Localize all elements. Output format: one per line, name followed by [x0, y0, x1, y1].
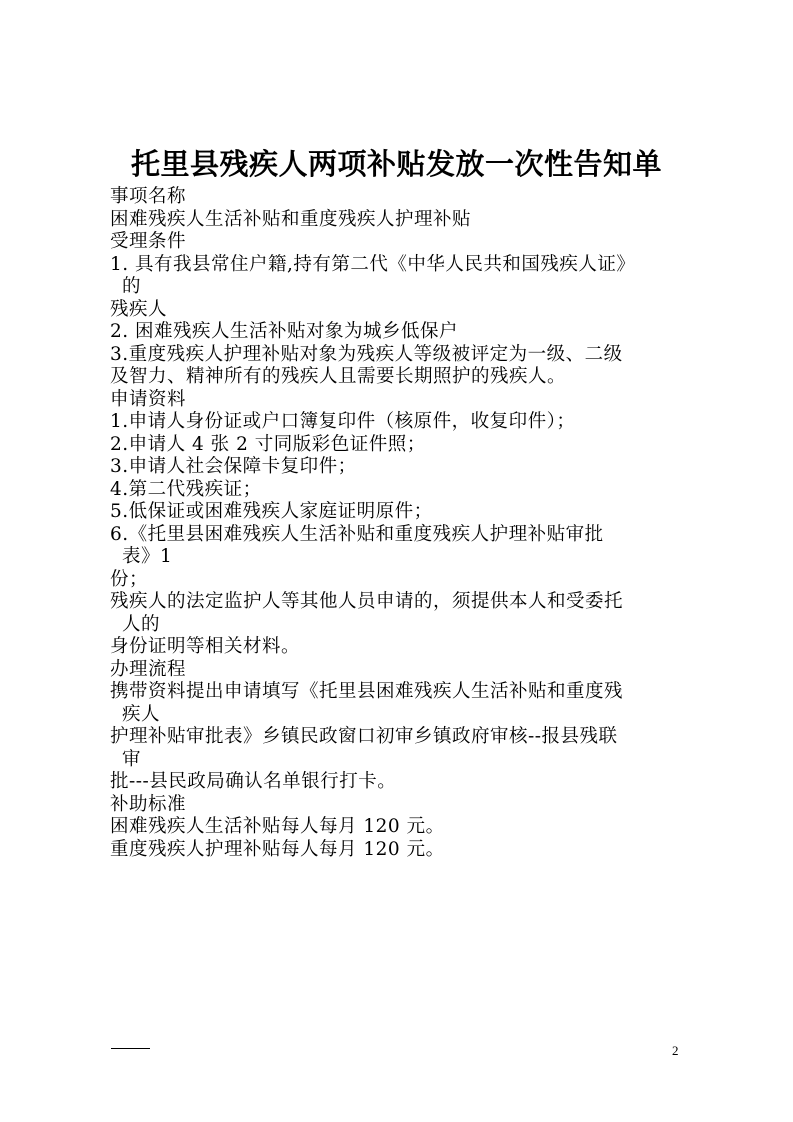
body-line: 申请资料 [110, 388, 187, 410]
body-line: 2. 困难残疾人生活补贴对象为城乡低保户 [110, 321, 459, 342]
body-line: 身份证明等相关材料。 [110, 636, 301, 657]
document-title: 托里县残疾人两项补贴发放一次性告知单 [130, 147, 662, 181]
body-line: 护理补贴审批表》乡镇民政窗口初审乡镇政府审核--报县残联 [110, 726, 618, 747]
body-line: 困难残疾人生活补贴和重度残疾人护理补贴 [110, 208, 472, 230]
body-line: 6.《托里县困难残疾人生活补贴和重度残疾人护理补贴审批 [110, 523, 604, 545]
body-line: 及智力、精神所有的残疾人且需要长期照护的残疾人。 [110, 366, 567, 387]
page-number: 2 [672, 1043, 679, 1058]
body-line: 3.申请人社会保障卡复印件； [110, 456, 357, 477]
body-line: 补助标准 [110, 793, 187, 815]
body-line: 事项名称 [110, 186, 187, 207]
body-line: 受理条件 [110, 231, 187, 252]
body-line: 困难残疾人生活补贴每人每月 120 元。 [110, 816, 445, 837]
body-line: 1. 具有我县常住户籍,持有第二代《中华人民共和国残疾人证》 [110, 253, 636, 275]
body-line: 人的 [122, 613, 161, 635]
body-line: 1.申请人身份证或户口簿复印件（核原件，收复印件）； [110, 411, 576, 432]
body-line: 办理流程 [110, 658, 187, 680]
body-line: 疾人 [122, 703, 161, 725]
document-body [110, 186, 700, 861]
body-line: 残疾人的法定监护人等其他人员申请的，须提供本人和受委托 [110, 591, 624, 612]
body-line: 批---县民政局确认名单银行打卡。 [110, 771, 397, 792]
body-line: 份； [110, 568, 149, 590]
body-line: 2.申请人 4 张 2 寸同版彩色证件照； [110, 433, 426, 455]
body-line: 4.第二代残疾证； [110, 478, 262, 500]
body-line: 审 [122, 748, 142, 770]
body-line: 残疾人 [110, 298, 168, 320]
body-line: 携带资料提出申请填写《托里县困难残疾人生活补贴和重度残 [110, 681, 624, 702]
body-line: 的 [122, 276, 142, 297]
body-line: 表》1 [122, 546, 173, 567]
body-line: 重度残疾人护理补贴每人每月 120 元。 [110, 838, 445, 860]
body-line: 5.低保证或困难残疾人家庭证明原件； [110, 501, 433, 522]
body-line: 3.重度残疾人护理补贴对象为残疾人等级被评定为一级、二级 [110, 343, 623, 365]
footer-dash [111, 1048, 150, 1049]
